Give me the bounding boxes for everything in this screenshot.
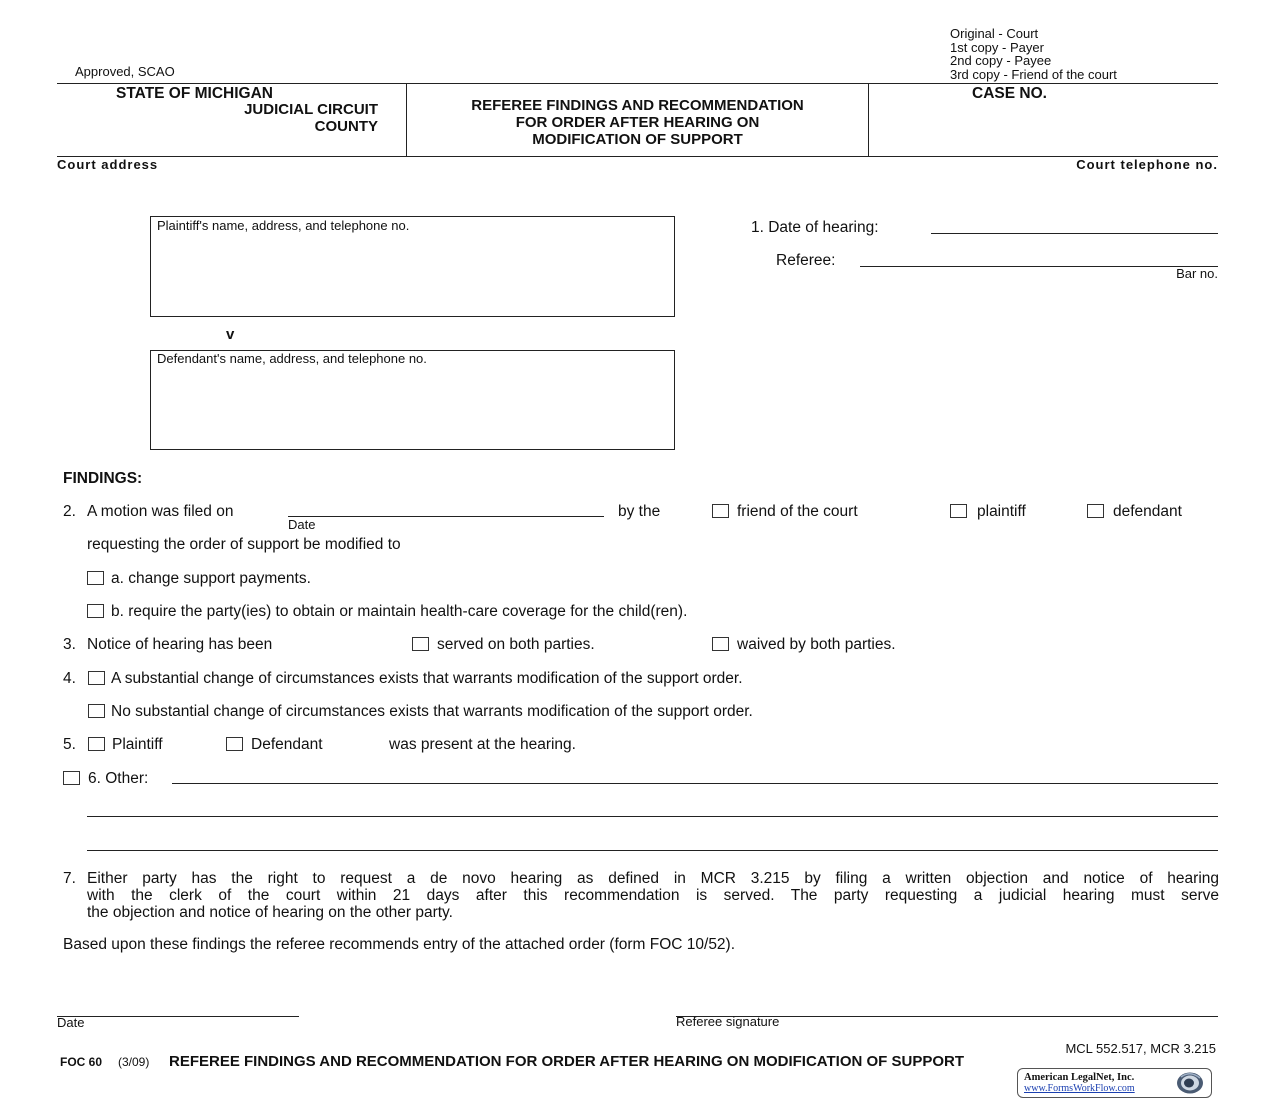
referee-label: Referee:	[776, 252, 836, 269]
logo-url: www.FormsWorkFlow.com	[1024, 1083, 1135, 1094]
defendant-filer-checkbox[interactable]	[1087, 504, 1104, 518]
court-address-label: Court address	[57, 157, 159, 172]
bar-no-label: Bar no.	[1176, 266, 1218, 281]
globe-icon	[1175, 1071, 1205, 1095]
item-2-number: 2.	[63, 503, 76, 520]
item-3-text: Notice of hearing has been	[87, 636, 273, 653]
change-payments-checkbox[interactable]	[87, 571, 104, 585]
statute-reference: MCL 552.517, MCR 3.215	[1065, 1041, 1216, 1056]
date-of-hearing-label: 1. Date of hearing:	[751, 219, 879, 236]
present-text: was present at the hearing.	[389, 736, 576, 753]
plaintiff-filer-checkbox[interactable]	[950, 504, 967, 518]
defendant-box[interactable]	[150, 350, 675, 450]
header-divider-right	[868, 83, 869, 156]
item-7-number: 7.	[63, 870, 76, 887]
findings-heading: FINDINGS:	[63, 470, 143, 487]
defendant-box-label: Defendant's name, address, and telephone no.	[157, 351, 427, 366]
approved-scao: Approved, SCAO	[75, 64, 175, 79]
defendant-present-label: Defendant	[251, 736, 323, 753]
judicial-circuit: JUDICIAL CIRCUIT	[244, 101, 378, 118]
signature-date-line[interactable]	[57, 1016, 299, 1017]
copy-distribution	[950, 27, 1117, 81]
form-title-line: FOR ORDER AFTER HEARING ON	[515, 114, 760, 131]
change-payments-label: a. change support payments.	[111, 570, 311, 587]
header-bottom-rule	[57, 156, 1218, 157]
defendant-filer-label: defendant	[1113, 503, 1182, 520]
other-label: 6. Other:	[88, 770, 149, 787]
friend-of-court-checkbox[interactable]	[712, 504, 729, 518]
plaintiff-box-label: Plaintiff's name, address, and telephone no.	[157, 218, 410, 233]
no-substantial-change-label: No substantial change of circumstances exists that warrants modification of the support order.	[111, 703, 753, 720]
by-the-label: by the	[618, 503, 661, 520]
plaintiff-present-label: Plaintiff	[112, 736, 163, 753]
case-no-label: CASE NO.	[972, 85, 1047, 102]
health-care-label: b. require the party(ies) to obtain or maintain health-care coverage for the child(ren).	[111, 603, 688, 620]
copy-line: Original - Court	[950, 26, 1039, 41]
case-no-field[interactable]	[975, 105, 1215, 150]
waived-both-label: waived by both parties.	[737, 636, 896, 653]
copy-line: 3rd copy - Friend of the court	[950, 66, 1117, 82]
motion-date-sublabel: Date	[288, 517, 316, 532]
other-line-1[interactable]	[172, 783, 1218, 784]
served-both-label: served on both parties.	[437, 636, 595, 653]
other-checkbox[interactable]	[63, 771, 80, 785]
item-2-text: A motion was filed on	[87, 503, 234, 520]
item-5-number: 5.	[63, 736, 76, 753]
form-title	[407, 97, 868, 148]
item-7-line: with the clerk of the court within 21 days after this recommendation is served. The party requesting a judicial hearing must serve	[87, 887, 1219, 904]
state-name: STATE OF MICHIGAN	[116, 85, 273, 102]
plaintiff-present-checkbox[interactable]	[88, 737, 105, 751]
motion-date-field[interactable]	[288, 516, 604, 517]
other-line-2[interactable]	[87, 816, 1218, 817]
court-telephone-label: Court telephone no.	[1076, 157, 1218, 172]
form-revision: (3/09)	[118, 1055, 150, 1069]
form-title-line: REFEREE FINDINGS AND RECOMMENDATION	[471, 97, 804, 114]
item-7-line: the objection and notice of hearing on the other party.	[87, 904, 453, 921]
date-of-hearing-field[interactable]	[931, 233, 1218, 234]
footer-title: REFEREE FINDINGS AND RECOMMENDATION FOR ORDER AFTER HEARING ON MODIFICATION OF SUPPORT	[169, 1053, 964, 1070]
item-7-paragraph	[87, 870, 1219, 921]
referee-signature-label: Referee signature	[676, 1014, 780, 1029]
header-top-rule	[57, 83, 1218, 84]
substantial-change-label: A substantial change of circumstances exists that warrants modification of the support order.	[111, 670, 743, 687]
american-legalnet-logo[interactable]	[1017, 1068, 1212, 1098]
health-care-checkbox[interactable]	[87, 604, 104, 618]
copy-line: 1st copy - Payer	[950, 39, 1044, 55]
item-7-line: Either party has the right to request a de novo hearing as defined in MCR 3.215 by filing a written objection and notice of hearing	[87, 870, 1219, 887]
signature-date-label: Date	[57, 1015, 85, 1030]
logo-company: American LegalNet, Inc.	[1024, 1072, 1135, 1083]
item-3-number: 3.	[63, 636, 76, 653]
defendant-present-checkbox[interactable]	[226, 737, 243, 751]
other-line-3[interactable]	[87, 850, 1218, 851]
waived-both-checkbox[interactable]	[712, 637, 729, 651]
no-substantial-change-checkbox[interactable]	[88, 704, 105, 718]
form-number: FOC 60	[60, 1055, 103, 1069]
requesting-text: requesting the order of support be modified to	[87, 536, 401, 553]
substantial-change-checkbox[interactable]	[88, 671, 105, 685]
copy-line: 2nd copy - Payee	[950, 53, 1052, 68]
based-upon-text: Based upon these findings the referee recommends entry of the attached order (form FOC 10/52).	[63, 936, 736, 953]
referee-field[interactable]	[860, 266, 1218, 267]
plaintiff-box[interactable]	[150, 216, 675, 317]
friend-of-court-label: friend of the court	[737, 503, 858, 520]
item-4-number: 4.	[63, 670, 76, 687]
versus: v	[226, 326, 235, 343]
plaintiff-filer-label: plaintiff	[977, 503, 1026, 520]
served-both-checkbox[interactable]	[412, 637, 429, 651]
form-title-line: MODIFICATION OF SUPPORT	[532, 131, 743, 148]
county: COUNTY	[314, 118, 378, 135]
